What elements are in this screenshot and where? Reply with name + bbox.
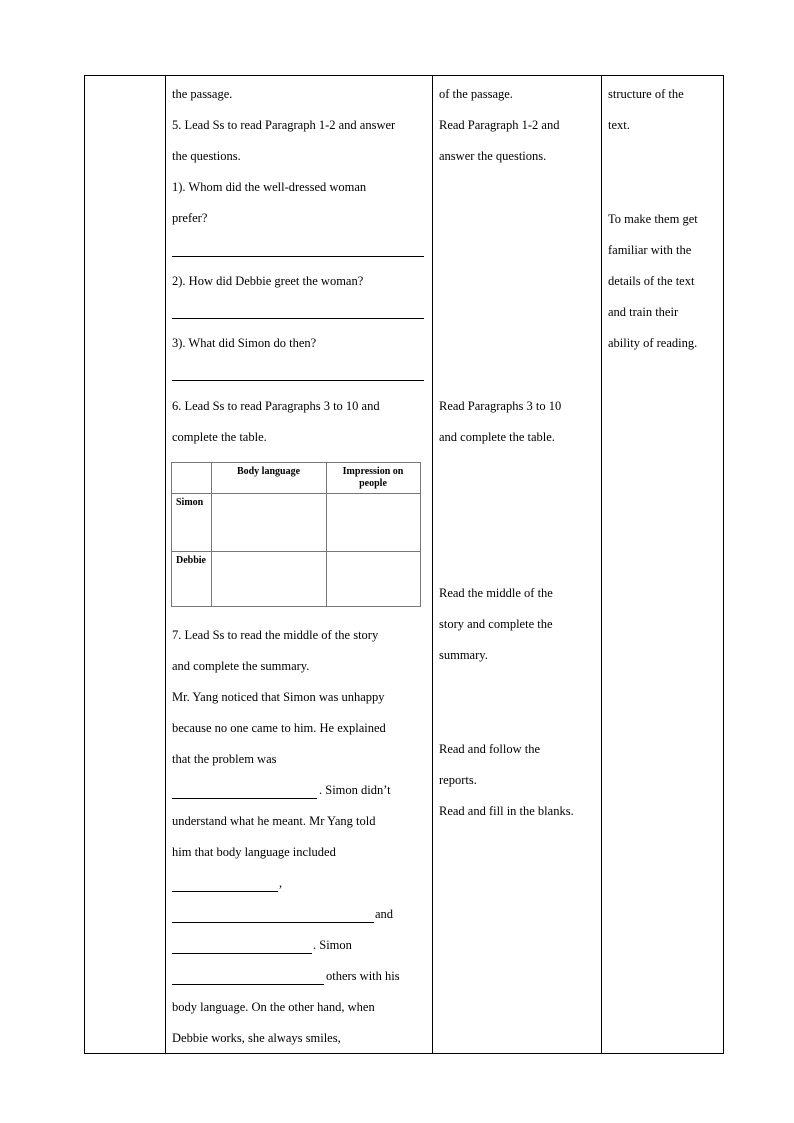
text-line: details of the text xyxy=(608,274,695,288)
summary-line: because no one came to him. He explained xyxy=(172,721,386,735)
summary-line: others with his xyxy=(326,969,400,983)
fill-blank[interactable] xyxy=(172,984,324,985)
summary-line: that the problem was xyxy=(172,752,277,766)
fill-blank[interactable] xyxy=(172,953,312,954)
text-line: answer the questions. xyxy=(439,149,547,163)
text-line: story and complete the xyxy=(439,617,553,631)
summary-line: , xyxy=(279,876,283,890)
question-1-cont: prefer? xyxy=(172,211,208,225)
text-line: Read and fill in the blanks. xyxy=(439,804,574,818)
text-line: reports. xyxy=(439,773,477,787)
teacher-activity-column xyxy=(165,76,432,1053)
question-3: 3). What did Simon do then? xyxy=(172,336,317,350)
summary-line: body language. On the other hand, when xyxy=(172,1000,375,1014)
body-language-table xyxy=(171,462,421,607)
table-header-body-language: Body language xyxy=(236,466,301,477)
text-line: To make them get xyxy=(608,212,698,226)
summary-line: . Simon didn’t xyxy=(319,783,391,797)
answer-line[interactable] xyxy=(172,256,424,257)
student-activity-column xyxy=(432,76,601,1053)
text-line: and complete the table. xyxy=(439,430,555,444)
answer-line[interactable] xyxy=(172,380,424,381)
lesson-plan-table xyxy=(84,75,724,1054)
fill-blank[interactable] xyxy=(172,922,374,923)
question-2: 2). How did Debbie greet the woman? xyxy=(172,274,364,288)
table-divider xyxy=(326,463,327,606)
table-row-simon: Simon xyxy=(176,497,204,508)
text-line: structure of the xyxy=(608,87,684,101)
table-header-impression: Impression on people xyxy=(342,466,404,489)
text-line: Read Paragraph 1-2 and xyxy=(439,118,560,132)
purpose-column xyxy=(601,76,723,1053)
step7-instruction: 7. Lead Ss to read the middle of the story xyxy=(172,628,379,642)
text-line: of the passage. xyxy=(439,87,513,101)
step5-instruction: 5. Lead Ss to read Paragraph 1-2 and answer xyxy=(172,118,396,132)
fill-blank[interactable] xyxy=(172,891,278,892)
fill-blank[interactable] xyxy=(172,798,317,799)
table-divider xyxy=(172,493,420,494)
table-divider xyxy=(172,551,420,552)
answer-line[interactable] xyxy=(172,318,424,319)
question-1: 1). Whom did the well-dressed woman xyxy=(172,180,367,194)
table-divider xyxy=(211,463,212,606)
summary-line: Debbie works, she always smiles, xyxy=(172,1031,341,1045)
step-column xyxy=(85,76,165,1053)
table-row-debbie: Debbie xyxy=(176,555,206,566)
summary-line: him that body language included xyxy=(172,845,336,859)
text-line: Read the middle of the xyxy=(439,586,553,600)
text-line: Read and follow the xyxy=(439,742,541,756)
step5-instruction-cont: the questions. xyxy=(172,149,241,163)
step6-instruction: 6. Lead Ss to read Paragraphs 3 to 10 and xyxy=(172,399,380,413)
step7-instruction-cont: and complete the summary. xyxy=(172,659,310,673)
summary-line: . Simon xyxy=(313,938,352,952)
text-line: text. xyxy=(608,118,630,132)
text-line: familiar with the xyxy=(608,243,692,257)
text-line: and train their xyxy=(608,305,679,319)
text-line: ability of reading. xyxy=(608,336,698,350)
summary-line: understand what he meant. Mr Yang told xyxy=(172,814,376,828)
text-line: summary. xyxy=(439,648,488,662)
step6-instruction-cont: complete the table. xyxy=(172,430,267,444)
summary-line: and xyxy=(375,907,394,921)
summary-line: Mr. Yang noticed that Simon was unhappy xyxy=(172,690,385,704)
text-line: the passage. xyxy=(172,87,233,101)
text-line: Read Paragraphs 3 to 10 xyxy=(439,399,562,413)
